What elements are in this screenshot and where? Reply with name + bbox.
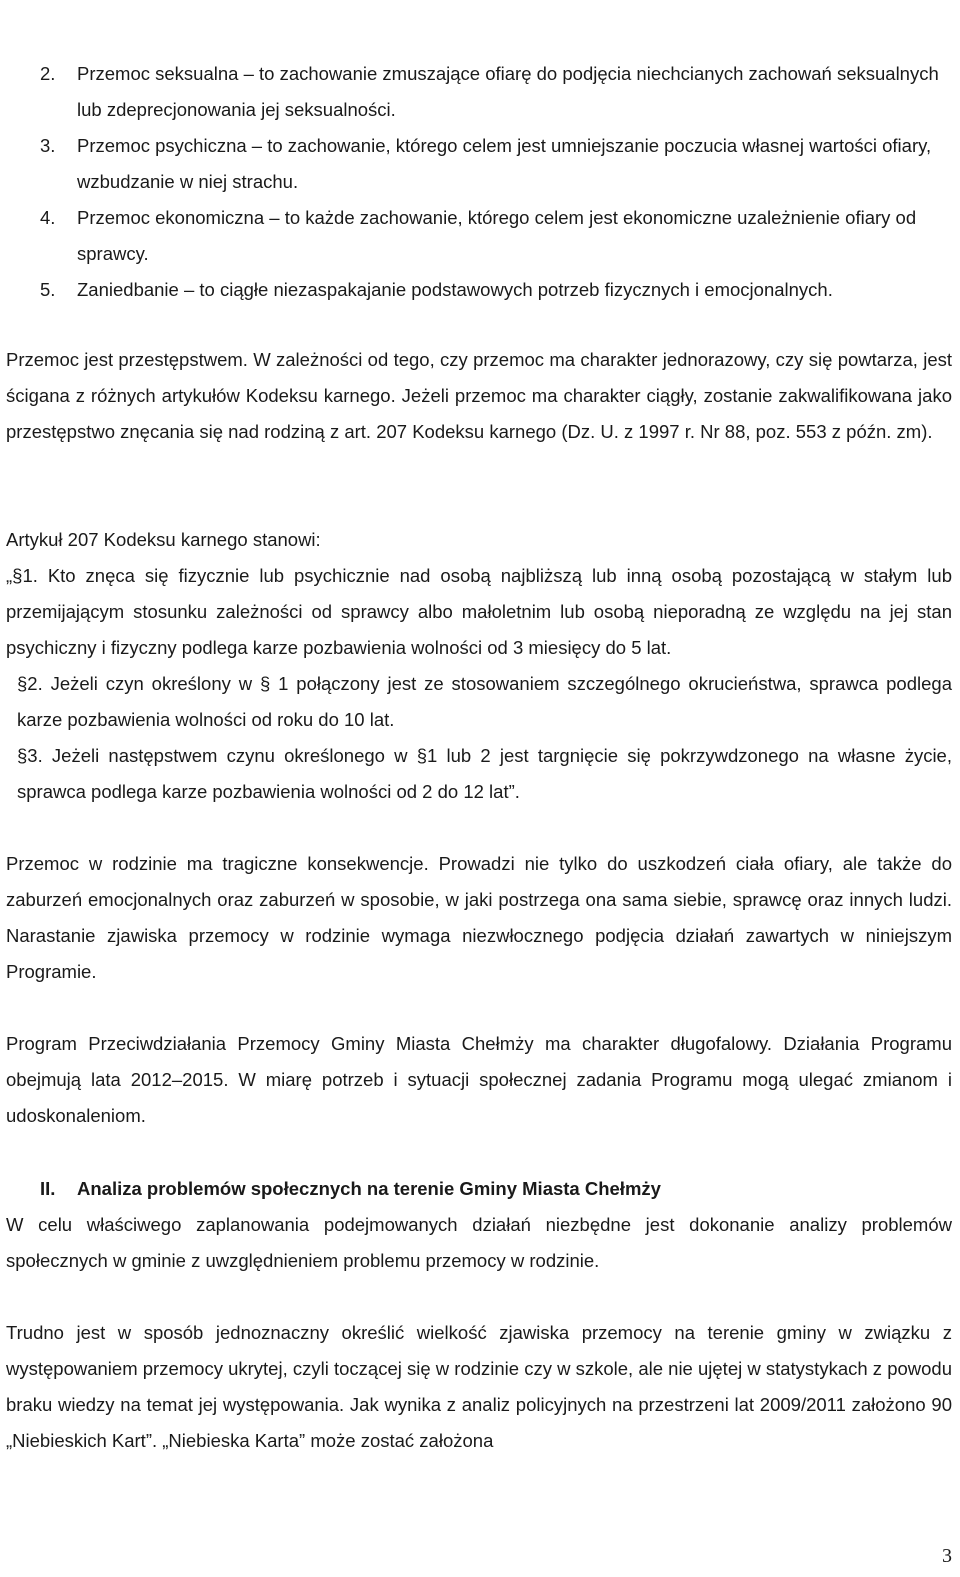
article-intro: Artykuł 207 Kodeksu karnego stanowi: [6,529,321,550]
program-paragraph: Program Przeciwdziałania Przemocy Gminy Miasta Chełmży ma charakter długofalowy. Działania Programu obejmują lata 2012–2015. W miarę potrzeb i sytuacji społecznej zadania Programu mogą ulegać zmianom i udoskonaleniom. [6,1033,952,1126]
list-item-number: 4. [40,207,56,228]
page-number: 3 [942,1545,952,1567]
difficulty-paragraph: Trudno jest w sposób jednoznaczny określić wielkość zjawiska przemocy na terenie gminy w związku z występowaniem przemocy ukrytej, czyli toczącej się w rodzinie czy w szkole, ale nie ujętej w statystykach z powodu braku wiedzy na temat jej występowania. Jak wynika z analiz policyjnych na przestrzeni lat 2009/2011 założono 90 „Niebieskich Kart”. „Niebieska Karta” może zostać założona [6,1322,952,1451]
crime-paragraph: Przemoc jest przestępstwem. W zależności od tego, czy przemoc ma charakter jednorazowy, czy się powtarza, jest ścigana z różnych artykułów Kodeksu karnego. Jeżeli przemoc ma charakter ciągły, zostanie zakwalifikowana jako przestępstwo znęcania się nad rodziną z art. 207 Kodeksu karnego (Dz. U. z 1997 r. Nr 88, poz. 553 z późn. zm). [6,349,952,442]
list-item-number: 2. [40,63,56,84]
law-paragraph-1: „§1. Kto znęca się fizycznie lub psychicznie nad osobą najbliższą lub inną osobą pozostającą w stałym lub przemijającym stosunku zależności od sprawcy albo małoletnim lub osobą nieporadną ze względu na jej stan psychiczny i fizyczny podlega karze pozbawienia wolności od 3 miesięcy do 5 lat. [6,565,952,658]
list-item [40,272,952,308]
section-title: Analiza problemów społecznych na terenie Gminy Miasta Chełmży [77,1178,661,1199]
analysis-intro-paragraph: W celu właściwego zaplanowania podejmowanych działań niezbędne jest dokonanie analizy problemów społecznych w gminie z uwzględnieniem problemu przemocy w rodzinie. [6,1214,952,1271]
section-heading [40,1171,952,1207]
list-item-text: Przemoc ekonomiczna – to każde zachowanie, którego celem jest ekonomiczne uzależnienie ofiary od sprawcy. [77,207,917,264]
list-item [40,128,952,200]
list-item-number: 3. [40,135,56,156]
consequences-paragraph: Przemoc w rodzinie ma tragiczne konsekwencje. Prowadzi nie tylko do uszkodzeń ciała ofiary, ale także do zaburzeń emocjonalnych oraz zaburzeń w sposobie, w jaki postrzega ona sama siebie, sprawcę oraz innych ludzi. Narastanie zjawiska przemocy w rodzinie wymaga niezwłocznego podjęcia działań zawartych w niniejszym Programie. [6,853,952,982]
list-item [40,56,952,128]
list-item [40,200,952,272]
list-item-text: Zaniedbanie – to ciągłe niezaspakajanie podstawowych potrzeb fizycznych i emocjonalnych. [77,279,833,300]
section-number: II. [40,1178,56,1199]
law-quote [6,558,952,810]
list-item-text: Przemoc psychiczna – to zachowanie, którego celem jest umniejszanie poczucia własnej wartości ofiary, wzbudzanie w niej strachu. [77,135,932,192]
law-paragraph-2: §2. Jeżeli czyn określony w § 1 połączony jest ze stosowaniem szczególnego okrucieństwa, sprawca podlega karze pozbawienia wolności od roku do 10 lat. [17,673,952,730]
list-item-number: 5. [40,279,56,300]
list-item-text: Przemoc seksualna – to zachowanie zmuszające ofiarę do podjęcia niechcianych zachowań seksualnych lub zdeprecjonowania jej seksualności. [77,63,939,120]
law-paragraph-3: §3. Jeżeli następstwem czynu określonego w §1 lub 2 jest targnięcie się pokrzywdzonego na własne życie, sprawca podlega karze pozbawienia wolności od 2 do 12 lat”. [17,745,952,802]
violence-types-list [40,56,952,308]
